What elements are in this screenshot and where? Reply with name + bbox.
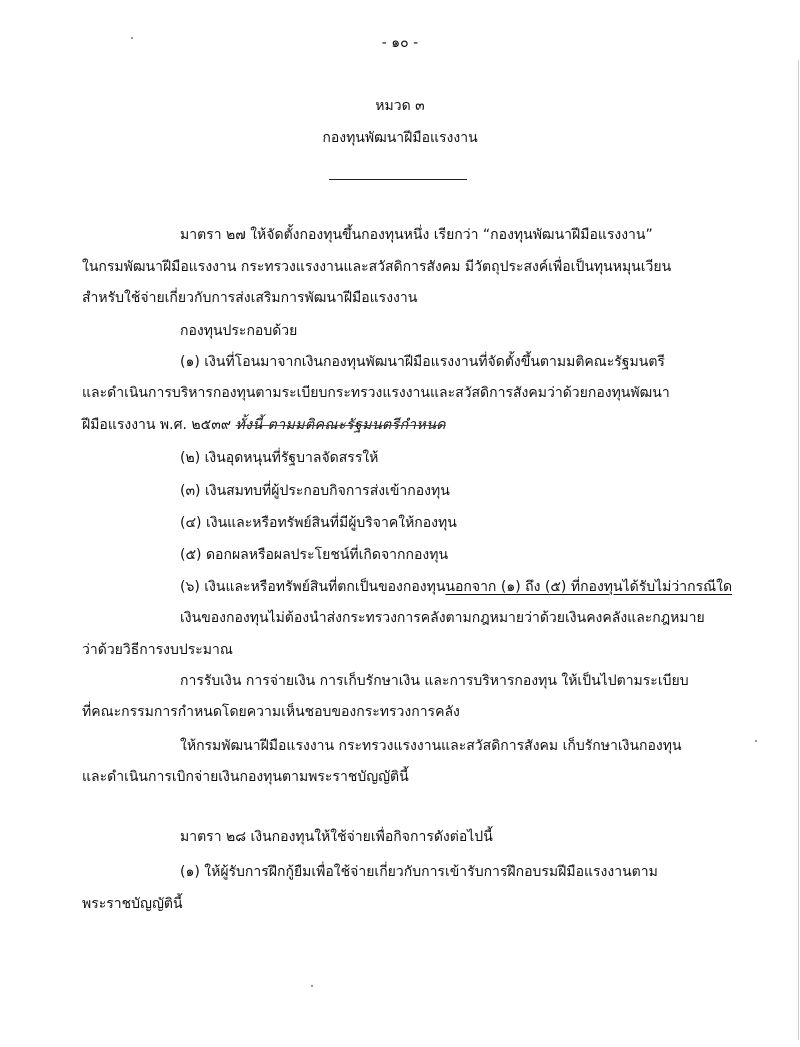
fund-item-2: (๒) เงินอุดหนุนที่รัฐบาลจัดสรรให้ <box>180 450 379 466</box>
treasury-para-line-1: เงินของกองทุนไม่ต้องนำส่งกระทรวงการคลังตามกฎหมายว่าด้วยเงินคงคลังและกฎหมาย <box>180 610 705 626</box>
section28-item-1-line-1: (๑) ให้ผู้รับการฝึกกู้ยืมเพื่อใช้จ่ายเกี่ยวกับการเข้ารับการฝึกอบรมฝีมือแรงงานตาม <box>180 864 658 880</box>
handwritten-annotation: ทั้งนี้ ตามมติคณะรัฐมนตรีกำหนด <box>235 417 446 433</box>
chapter-subtitle: กองทุนพัฒนาฝีมือแรงงาน <box>322 130 478 146</box>
section28-heading-line: มาตรา ๒๘ เงินกองทุนให้ใช้จ่ายเพื่อกิจการดังต่อไปนี้ <box>180 829 493 845</box>
fund-item-4: (๔) เงินและหรือทรัพย์สินที่มีผู้บริจาคให้กองทุน <box>180 515 457 531</box>
page-number: - ๑๐ - <box>381 35 419 51</box>
section27-heading-line: มาตรา ๒๗ ให้จัดตั้งกองทุนขึ้นกองทุนหนึ่ง เรียกว่า “กองทุนพัฒนาฝีมือแรงงาน” <box>180 227 653 243</box>
fund-item-3: (๓) เงินสมทบที่ผู้ประกอบกิจการส่งเข้ากองทุน <box>180 483 450 499</box>
scan-edge-line <box>798 60 799 1040</box>
receipt-para-line-2: ที่คณะกรรมการกำหนดโดยความเห็นชอบของกระทรวงการคลัง <box>82 704 460 720</box>
fund-item-1-line-2: และดำเนินการบริหารกองทุนตามระเบียบกระทรวงแรงงานและสวัสดิการสังคมว่าด้วยกองทุนพัฒนา <box>82 385 670 401</box>
fund-item-1-year: ฝีมือแรงงาน พ.ศ. ๒๕๓๙ <box>82 417 236 433</box>
chapter-title: หมวด ๓ <box>375 98 425 114</box>
department-para-line-2: และดำเนินการเบิกจ่ายเงินกองทุนตามพระราชบัญญัตินี้ <box>82 769 409 785</box>
fund-item-1-line-3 <box>82 415 446 435</box>
receipt-para-line-1: การรับเงิน การจ่ายเงิน การเก็บรักษาเงิน และการบริหารกองทุน ให้เป็นไปตามระเบียบ <box>180 673 689 689</box>
fund-item-1-line-1: (๑) เงินที่โอนมาจากเงินกองทุนพัฒนาฝีมือแรงงานที่จัดตั้งขึ้นตามมติคณะรัฐมนตรี <box>180 354 665 370</box>
scan-speck <box>755 740 757 742</box>
scan-speck <box>131 37 133 39</box>
treasury-para-line-2: ว่าด้วยวิธีการงบประมาณ <box>82 642 233 658</box>
title-divider <box>329 179 467 180</box>
scan-speck <box>311 985 313 987</box>
fund-item-6-underlined: นอกจาก (๑) ถึง (๕) ที่กองทุนได้รับไม่ว่ากรณีใด <box>445 579 733 595</box>
section28-item-1-line-2: พระราชบัญญัตินี้ <box>82 896 183 912</box>
fund-consists-label: กองทุนประกอบด้วย <box>180 323 298 339</box>
section27-line-3: สำหรับใช้จ่ายเกี่ยวกับการส่งเสริมการพัฒนาฝีมือแรงงาน <box>82 290 418 306</box>
fund-item-6-text: (๖) เงินและหรือทรัพย์สินที่ตกเป็นของกองทุน <box>180 579 446 595</box>
department-para-line-1: ให้กรมพัฒนาฝีมือแรงงาน กระทรวงแรงงานและสวัสดิการสังคม เก็บรักษาเงินกองทุน <box>180 738 682 754</box>
fund-item-5: (๕) ดอกผลหรือผลประโยชน์ที่เกิดจากกองทุน <box>180 547 449 563</box>
section27-line-2: ในกรมพัฒนาฝีมือแรงงาน กระทรวงแรงงานและสวัสดิการสังคม มีวัตถุประสงค์เพื่อเป็นทุนหมุนเวียน <box>82 259 672 275</box>
fund-item-6 <box>180 577 732 597</box>
